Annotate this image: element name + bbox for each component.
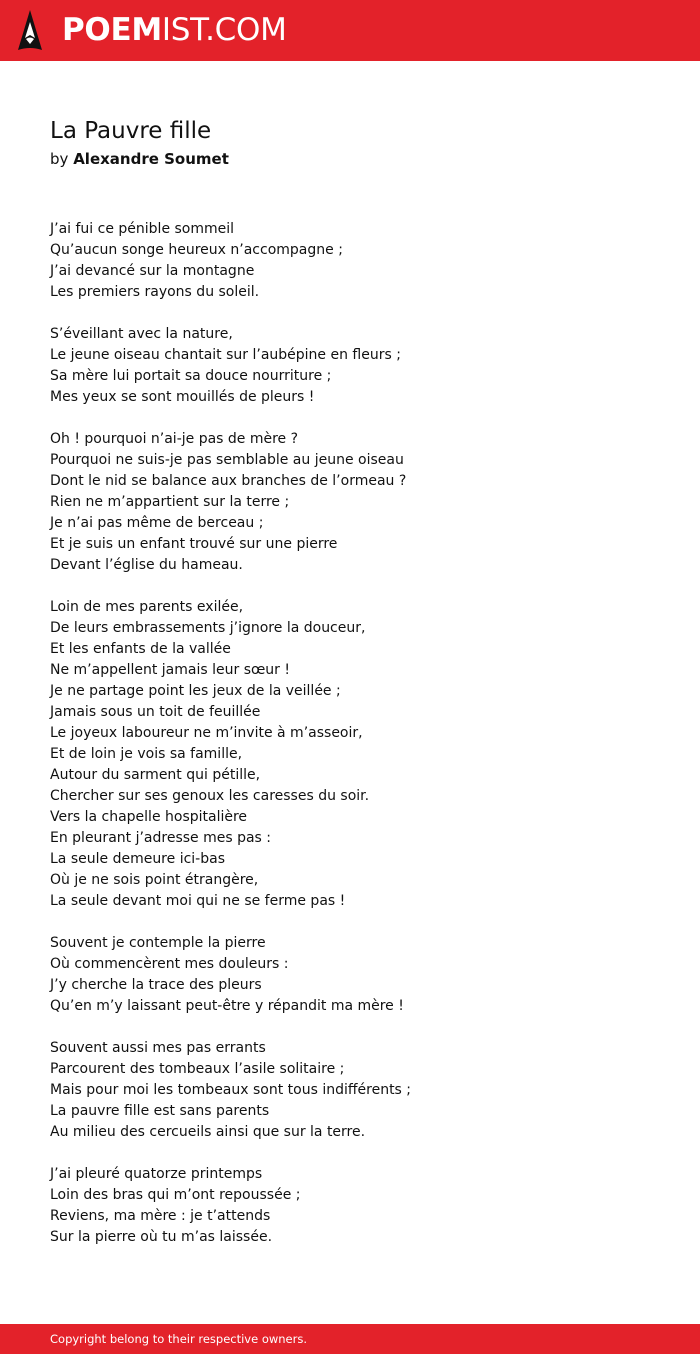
- poem-line: Reviens, ma mère : je t’attends: [50, 1208, 271, 1224]
- site-logo[interactable]: [62, 12, 287, 48]
- poem-stanza: [50, 1164, 670, 1248]
- poem-author: Alexandre Soumet: [73, 150, 229, 168]
- logo-text-bold: POEM: [62, 12, 162, 48]
- poem-line: Qu’aucun songe heureux n’accompagne ;: [50, 242, 343, 258]
- poem-stanza: [50, 933, 670, 1017]
- poem-line: Je n’ai pas même de berceau ;: [50, 515, 264, 531]
- poem-line: En pleurant j’adresse mes pas :: [50, 830, 272, 846]
- poem-line: La pauvre fille est sans parents: [50, 1103, 270, 1119]
- site-header: [0, 0, 700, 61]
- site-footer: [0, 1324, 700, 1354]
- poem-line: J’ai devancé sur la montagne: [50, 263, 255, 279]
- poem-line: Rien ne m’appartient sur la terre ;: [50, 494, 290, 510]
- poem-line: Jamais sous un toit de feuillée: [50, 704, 261, 720]
- poem-line: Les premiers rayons du soleil.: [50, 284, 260, 300]
- poem-line: Qu’en m’y laissant peut-être y répandit ma mère !: [50, 998, 404, 1014]
- poem-byline: [50, 149, 229, 169]
- poem-title: La Pauvre fille: [50, 118, 212, 144]
- poem-line: Où je ne sois point étrangère,: [50, 872, 259, 888]
- poem-line: S’éveillant avec la nature,: [50, 326, 233, 342]
- poem-line: Et les enfants de la vallée: [50, 641, 231, 657]
- poem-line: La seule demeure ici-bas: [50, 851, 225, 867]
- poem-body: [50, 219, 670, 1269]
- poem-stanza: [50, 219, 670, 303]
- poem-line: J’y cherche la trace des pleurs: [50, 977, 262, 993]
- poem-line: De leurs embrassements j’ignore la douceur,: [50, 620, 366, 636]
- poem-line: Souvent je contemple la pierre: [50, 935, 266, 951]
- poem-stanza: [50, 597, 670, 912]
- logo-text-light: IST.COM: [161, 12, 287, 48]
- by-label: by: [50, 150, 69, 168]
- poem-line: La seule devant moi qui ne se ferme pas !: [50, 893, 346, 909]
- poem-line: Souvent aussi mes pas errants: [50, 1040, 266, 1056]
- poem-stanza: [50, 324, 670, 408]
- poem-line: Au milieu des cercueils ainsi que sur la terre.: [50, 1124, 366, 1140]
- poem-line: Et de loin je vois sa famille,: [50, 746, 243, 762]
- poem-line: Loin des bras qui m’ont repoussée ;: [50, 1187, 301, 1203]
- poem-line: Où commencèrent mes douleurs :: [50, 956, 289, 972]
- poem-line: Mes yeux se sont mouillés de pleurs !: [50, 389, 315, 405]
- poem-line: Devant l’église du hameau.: [50, 557, 243, 573]
- poem-line: Mais pour moi les tombeaux sont tous indifférents ;: [50, 1082, 412, 1098]
- poem-line: Pourquoi ne suis-je pas semblable au jeune oiseau: [50, 452, 404, 468]
- poem-line: Sa mère lui portait sa douce nourriture ;: [50, 368, 332, 384]
- poem-stanza: [50, 1038, 670, 1143]
- poem-line: Autour du sarment qui pétille,: [50, 767, 261, 783]
- poem-line: J’ai pleuré quatorze printemps: [50, 1166, 263, 1182]
- poem-line: Vers la chapelle hospitalière: [50, 809, 248, 825]
- poem-stanza: [50, 429, 670, 576]
- poem-line: Ne m’appellent jamais leur sœur !: [50, 662, 291, 678]
- pencil-tip-icon[interactable]: [17, 9, 43, 52]
- poem-line: Dont le nid se balance aux branches de l’ormeau ?: [50, 473, 407, 489]
- poem-line: Loin de mes parents exilée,: [50, 599, 244, 615]
- copyright-notice: Copyright belong to their respective owners.: [50, 1332, 308, 1346]
- poem-line: J’ai fui ce pénible sommeil: [50, 221, 235, 237]
- poem-line: Et je suis un enfant trouvé sur une pierre: [50, 536, 338, 552]
- poem-line: Chercher sur ses genoux les caresses du soir.: [50, 788, 370, 804]
- poem-line: Le jeune oiseau chantait sur l’aubépine en fleurs ;: [50, 347, 401, 363]
- poem-line: Parcourent des tombeaux l’asile solitaire ;: [50, 1061, 345, 1077]
- poem-line: Oh ! pourquoi n’ai-je pas de mère ?: [50, 431, 299, 447]
- poem-line: Le joyeux laboureur ne m’invite à m’asseoir,: [50, 725, 363, 741]
- poem-line: Je ne partage point les jeux de la veillée ;: [50, 683, 341, 699]
- poem-line: Sur la pierre où tu m’as laissée.: [50, 1229, 273, 1245]
